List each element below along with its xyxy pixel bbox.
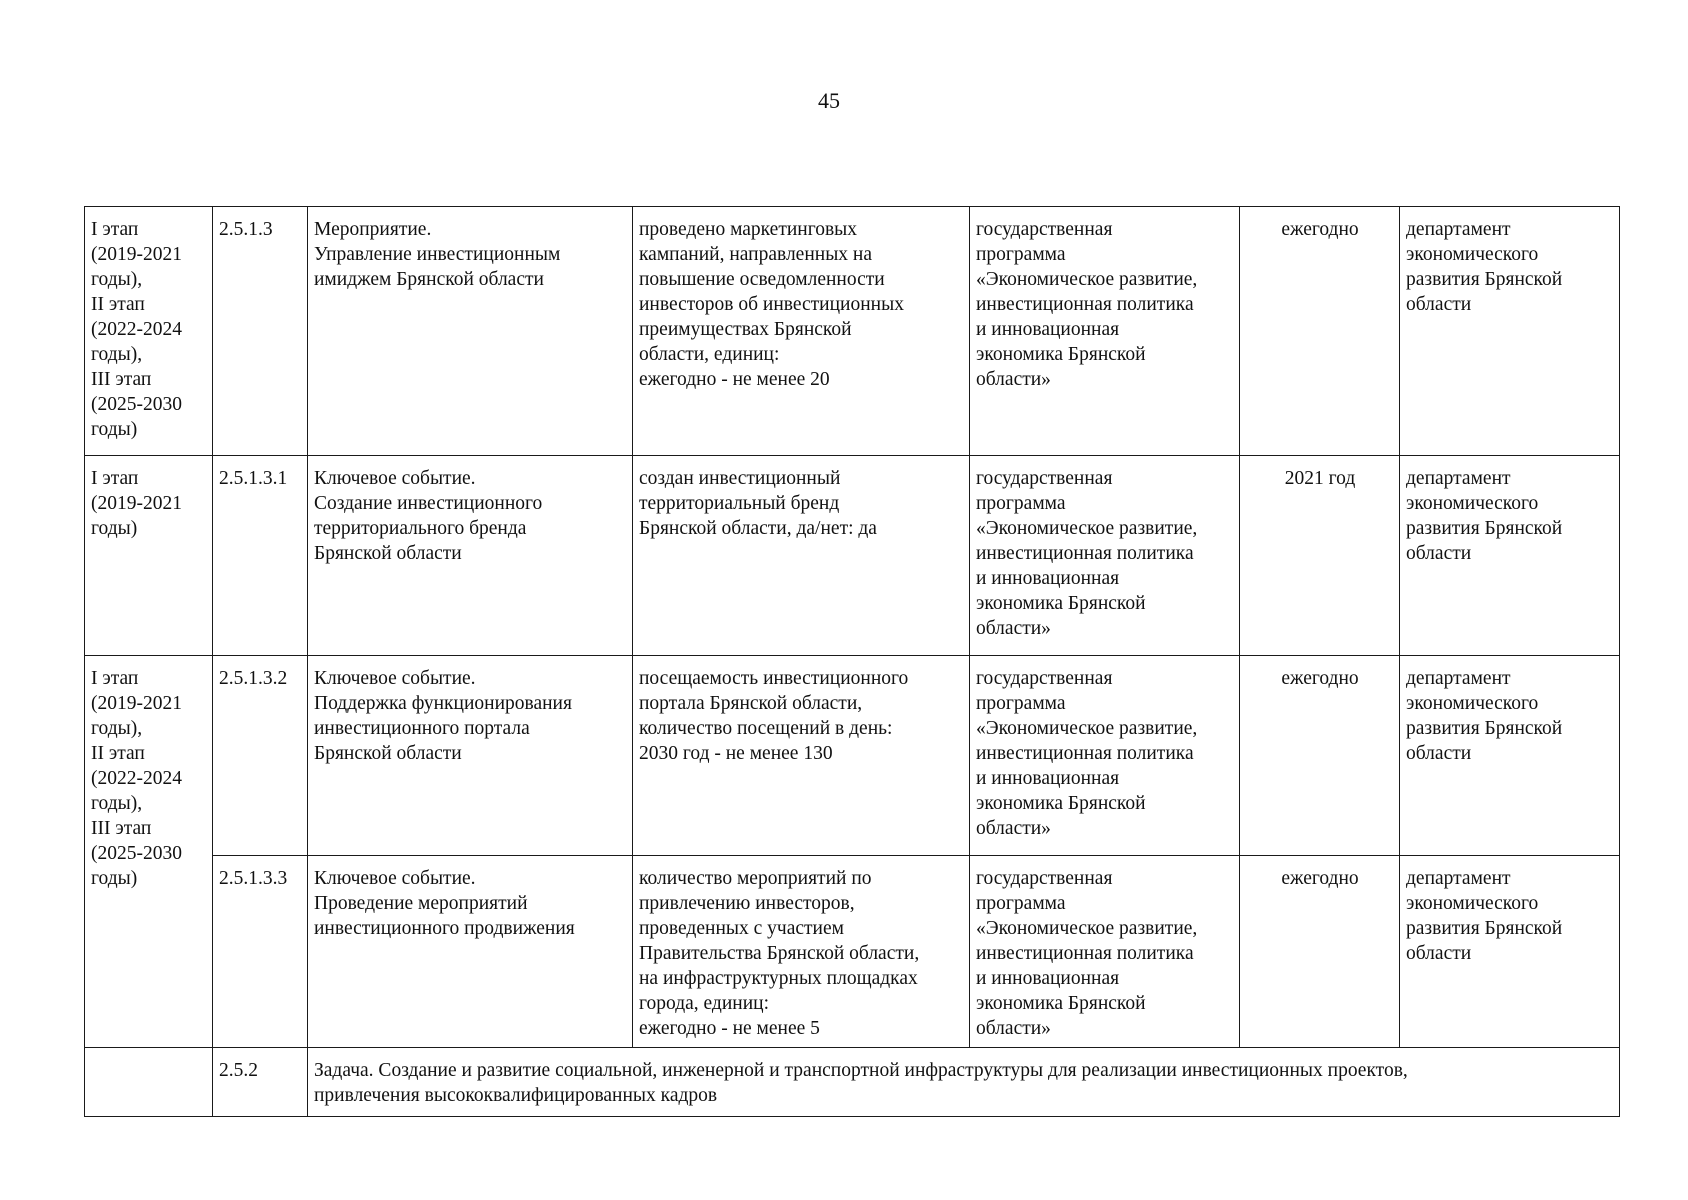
- state-program-cell: государственная программа «Экономическое развитие, инвестиционная политика и инновационная экономика Брянской области»: [970, 456, 1240, 656]
- responsible-executor-cell: департамент экономического развития Брянской области: [1400, 456, 1620, 656]
- table-row: [85, 856, 1620, 1048]
- state-program-cell: государственная программа «Экономическое развитие, инвестиционная политика и инновационная экономика Брянской области»: [970, 656, 1240, 856]
- stage-period-cell: I этап (2019-2021 годы), II этап (2022-2024 годы), III этап (2025-2030 годы): [85, 656, 213, 1048]
- item-code-cell: 2.5.1.3: [213, 207, 308, 456]
- indicator-cell: количество мероприятий по привлечению инвесторов, проведенных с участием Правительства Брянской области, на инфраструктурных площадках города, единиц: ежегодно - не менее 5: [633, 856, 970, 1048]
- item-code-cell: 2.5.2: [213, 1048, 308, 1117]
- responsible-executor-cell: департамент экономического развития Брянской области: [1400, 207, 1620, 456]
- table-row: [85, 656, 1620, 856]
- activity-name-cell: Ключевое событие. Создание инвестиционного территориального бренда Брянской области: [308, 456, 633, 656]
- deadline-cell: ежегодно: [1240, 856, 1400, 1048]
- responsible-executor-cell: департамент экономического развития Брянской области: [1400, 656, 1620, 856]
- deadline-cell: 2021 год: [1240, 456, 1400, 656]
- deadline-cell: ежегодно: [1240, 656, 1400, 856]
- stage-period-cell: [85, 1048, 213, 1117]
- table-row: [85, 456, 1620, 656]
- task-row: [85, 1048, 1620, 1117]
- activity-name-cell: Ключевое событие. Проведение мероприятий инвестиционного продвижения: [308, 856, 633, 1048]
- task-description-cell: Задача. Создание и развитие социальной, инженерной и транспортной инфраструктуры для реализации инвестиционных проектов, привлечения высококвалифицированных кадров: [308, 1048, 1620, 1117]
- item-code-cell: 2.5.1.3.2: [213, 656, 308, 856]
- action-plan-table: [84, 206, 1620, 1117]
- responsible-executor-cell: департамент экономического развития Брянской области: [1400, 856, 1620, 1048]
- stage-period-cell: I этап (2019-2021 годы), II этап (2022-2024 годы), III этап (2025-2030 годы): [85, 207, 213, 456]
- stage-period-cell: I этап (2019-2021 годы): [85, 456, 213, 656]
- table-row: [85, 207, 1620, 456]
- item-code-cell: 2.5.1.3.1: [213, 456, 308, 656]
- deadline-cell: ежегодно: [1240, 207, 1400, 456]
- indicator-cell: посещаемость инвестиционного портала Брянской области, количество посещений в день: 2030 год - не менее 130: [633, 656, 970, 856]
- activity-name-cell: Ключевое событие. Поддержка функционирования инвестиционного портала Брянской области: [308, 656, 633, 856]
- activity-name-cell: Мероприятие. Управление инвестиционным имиджем Брянской области: [308, 207, 633, 456]
- indicator-cell: создан инвестиционный территориальный бренд Брянской области, да/нет: да: [633, 456, 970, 656]
- item-code-cell: 2.5.1.3.3: [213, 856, 308, 1048]
- state-program-cell: государственная программа «Экономическое развитие, инвестиционная политика и инновационная экономика Брянской области»: [970, 207, 1240, 456]
- page-number: 45: [818, 88, 840, 113]
- indicator-cell: проведено маркетинговых кампаний, направленных на повышение осведомленности инвесторов об инвестиционных преимуществах Брянской области, единиц: ежегодно - не менее 20: [633, 207, 970, 456]
- state-program-cell: государственная программа «Экономическое развитие, инвестиционная политика и инновационная экономика Брянской области»: [970, 856, 1240, 1048]
